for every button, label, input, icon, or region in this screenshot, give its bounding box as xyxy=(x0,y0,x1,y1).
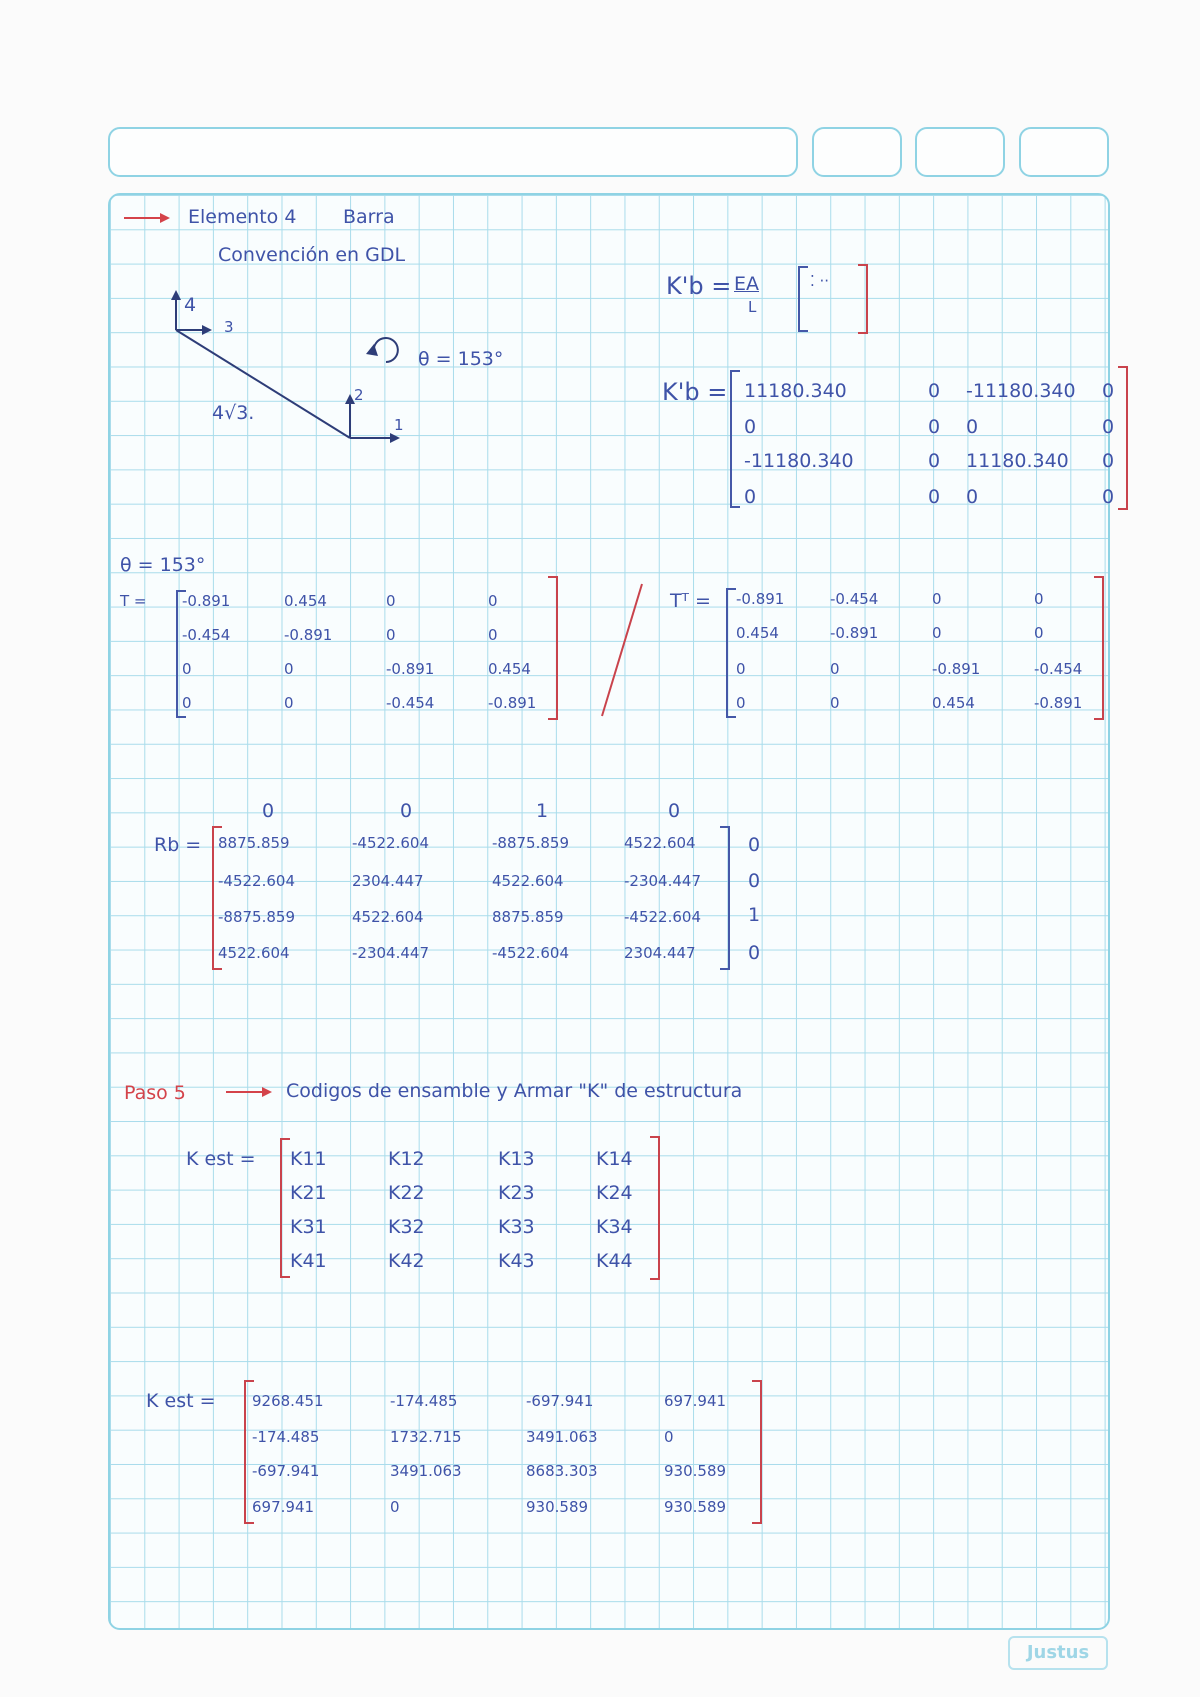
kest-sym-cell-r1c3: K13 xyxy=(498,1148,535,1170)
kb-matrix-right-bracket xyxy=(1118,366,1128,510)
header-box-3 xyxy=(1019,127,1109,177)
kest-symbolic-lhs: K est = xyxy=(186,1148,256,1170)
kb-cell-r4c2: 0 xyxy=(928,486,941,508)
rb-cell-r2c4: -2304.447 xyxy=(624,872,701,890)
kest-num-cell-r3c2: 3491.063 xyxy=(390,1462,462,1480)
kest-num-cell-r3c1: -697.941 xyxy=(252,1462,320,1480)
kest-num-cell-r4c1: 697.941 xyxy=(252,1498,315,1516)
rb-matrix-right-bracket xyxy=(720,826,730,970)
t-cell-r2c4: 0 xyxy=(488,626,498,644)
kb-formula-dots: ⁚ ·· xyxy=(810,272,830,290)
kest-symbolic-left-bracket xyxy=(280,1138,290,1278)
kest-num-cell-r3c4: 930.589 xyxy=(664,1462,727,1480)
kb-formula-lhs: K'b = xyxy=(666,272,732,300)
header-box-wide xyxy=(108,127,798,177)
kb-cell-r3c2: 0 xyxy=(928,450,941,472)
kest-sym-cell-r1c4: K14 xyxy=(596,1148,633,1170)
t-cell-r4c3: -0.454 xyxy=(386,694,435,712)
kest-num-cell-r2c3: 3491.063 xyxy=(526,1428,598,1446)
tt-cell-r2c3: 0 xyxy=(932,624,942,642)
kb-matrix-left-bracket xyxy=(730,370,740,508)
kb-cell-r2c1: 0 xyxy=(744,416,757,438)
kb-cell-r3c4: 0 xyxy=(1102,450,1115,472)
kest-sym-cell-r3c3: K33 xyxy=(498,1216,535,1238)
rb-cell-r3c1: -8875.859 xyxy=(218,908,295,926)
tt-matrix-left-bracket xyxy=(726,588,736,718)
kb-cell-r2c3: 0 xyxy=(966,416,979,438)
kest-num-cell-r4c4: 930.589 xyxy=(664,1498,727,1516)
kb-cell-r1c4: 0 xyxy=(1102,380,1115,402)
header-box-1 xyxy=(812,127,902,177)
tt-cell-r2c4: 0 xyxy=(1034,624,1044,642)
dof-label-2: 2 xyxy=(354,386,364,404)
arrow-right-icon xyxy=(124,210,170,226)
kest-numeric-lhs: K est = xyxy=(146,1390,216,1412)
tt-cell-r1c1: -0.891 xyxy=(736,590,785,608)
length-label: 4√3. xyxy=(212,402,255,424)
angle-label: θ = 153° xyxy=(418,348,504,370)
kest-sym-cell-r4c2: K42 xyxy=(388,1250,425,1272)
kest-sym-cell-r4c3: K43 xyxy=(498,1250,535,1272)
kest-num-cell-r2c4: 0 xyxy=(664,1428,674,1446)
tt-cell-r4c1: 0 xyxy=(736,694,746,712)
kest-sym-cell-r1c2: K12 xyxy=(388,1148,425,1170)
step5-label: Paso 5 xyxy=(124,1082,186,1104)
rb-col-code-1: 0 xyxy=(262,800,275,822)
step5-text: Codigos de ensamble y Armar "K" de estructura xyxy=(286,1080,743,1102)
kb-matrix-lhs: K'b = xyxy=(662,378,728,406)
rb-cell-r1c4: 4522.604 xyxy=(624,834,696,852)
t-cell-r1c2: 0.454 xyxy=(284,592,327,610)
kest-num-cell-r4c3: 930.589 xyxy=(526,1498,589,1516)
kest-num-cell-r2c1: -174.485 xyxy=(252,1428,320,1446)
rb-cell-r4c2: -2304.447 xyxy=(352,944,429,962)
t-cell-r4c4: -0.891 xyxy=(488,694,537,712)
dof-label-1: 1 xyxy=(394,416,404,434)
t-cell-r4c1: 0 xyxy=(182,694,192,712)
kb-formula-left-bracket xyxy=(798,266,808,332)
kest-sym-cell-r1c1: K11 xyxy=(290,1148,327,1170)
dof-label-4: 4 xyxy=(184,294,197,316)
rb-cell-r2c1: -4522.604 xyxy=(218,872,295,890)
kb-factor-den: L xyxy=(748,298,757,316)
t-cell-r1c4: 0 xyxy=(488,592,498,610)
rb-row-code-2: 0 xyxy=(748,870,761,892)
separator-slash xyxy=(596,580,646,720)
rb-cell-r3c2: 4522.604 xyxy=(352,908,424,926)
rb-cell-r1c1: 8875.859 xyxy=(218,834,290,852)
rb-cell-r1c3: -8875.859 xyxy=(492,834,569,852)
tt-matrix-lhs: Tᵀ = xyxy=(670,590,711,612)
t-cell-r1c1: -0.891 xyxy=(182,592,231,610)
rb-col-code-3: 1 xyxy=(536,800,549,822)
rb-cell-r3c4: -4522.604 xyxy=(624,908,701,926)
rb-cell-r4c4: 2304.447 xyxy=(624,944,696,962)
tt-cell-r3c4: -0.454 xyxy=(1034,660,1083,678)
rb-cell-r4c3: -4522.604 xyxy=(492,944,569,962)
kb-cell-r1c3: -11180.340 xyxy=(966,380,1076,402)
element-sketch xyxy=(160,290,420,450)
kb-cell-r3c1: -11180.340 xyxy=(744,450,854,472)
kest-num-cell-r2c2: 1732.715 xyxy=(390,1428,462,1446)
kb-cell-r2c2: 0 xyxy=(928,416,941,438)
kest-num-cell-r1c3: -697.941 xyxy=(526,1392,594,1410)
kest-sym-cell-r4c1: K41 xyxy=(290,1250,327,1272)
kest-sym-cell-r3c2: K32 xyxy=(388,1216,425,1238)
tt-cell-r2c2: -0.891 xyxy=(830,624,879,642)
t-cell-r2c3: 0 xyxy=(386,626,396,644)
t-matrix-lhs: T = xyxy=(120,592,147,610)
kest-sym-cell-r3c4: K34 xyxy=(596,1216,633,1238)
tt-cell-r4c4: -0.891 xyxy=(1034,694,1083,712)
t-cell-r3c4: 0.454 xyxy=(488,660,531,678)
rb-col-code-4: 0 xyxy=(668,800,681,822)
kest-numeric-right-bracket xyxy=(752,1380,762,1524)
kb-factor-num: EA xyxy=(734,273,760,295)
kest-num-cell-r4c2: 0 xyxy=(390,1498,400,1516)
tt-cell-r3c1: 0 xyxy=(736,660,746,678)
convention-label: Convención en GDL xyxy=(218,244,406,266)
kest-num-cell-r1c4: 697.941 xyxy=(664,1392,727,1410)
rb-cell-r4c1: 4522.604 xyxy=(218,944,290,962)
element-title: Elemento 4 xyxy=(188,206,297,228)
kest-sym-cell-r4c4: K44 xyxy=(596,1250,633,1272)
kest-sym-cell-r2c4: K24 xyxy=(596,1182,633,1204)
rb-col-code-2: 0 xyxy=(400,800,413,822)
t-cell-r1c3: 0 xyxy=(386,592,396,610)
kest-symbolic-right-bracket xyxy=(650,1136,660,1280)
tt-cell-r1c2: -0.454 xyxy=(830,590,879,608)
element-type: Barra xyxy=(343,206,395,228)
header-box-2 xyxy=(915,127,1005,177)
dof-label-3: 3 xyxy=(224,318,234,336)
rb-row-code-3: 1 xyxy=(748,904,761,926)
step5-arrow-icon xyxy=(226,1084,272,1100)
rb-row-code-1: 0 xyxy=(748,834,761,856)
kb-cell-r2c4: 0 xyxy=(1102,416,1115,438)
brand-logo: Justus xyxy=(1008,1636,1108,1670)
kb-cell-r4c3: 0 xyxy=(966,486,979,508)
tt-cell-r4c2: 0 xyxy=(830,694,840,712)
tt-cell-r4c3: 0.454 xyxy=(932,694,975,712)
rb-cell-r2c3: 4522.604 xyxy=(492,872,564,890)
kest-sym-cell-r2c3: K23 xyxy=(498,1182,535,1204)
kest-sym-cell-r2c2: K22 xyxy=(388,1182,425,1204)
kb-cell-r4c1: 0 xyxy=(744,486,757,508)
t-matrix-right-bracket xyxy=(548,576,558,720)
kb-cell-r1c2: 0 xyxy=(928,380,941,402)
kest-num-cell-r1c2: -174.485 xyxy=(390,1392,458,1410)
kest-num-cell-r1c1: 9268.451 xyxy=(252,1392,324,1410)
theta-label: θ = 153° xyxy=(120,554,206,576)
kb-formula-right-bracket xyxy=(858,264,868,334)
rb-cell-r2c2: 2304.447 xyxy=(352,872,424,890)
tt-matrix-right-bracket xyxy=(1094,576,1104,720)
kest-sym-cell-r2c1: K21 xyxy=(290,1182,327,1204)
kb-cell-r4c4: 0 xyxy=(1102,486,1115,508)
rb-cell-r1c2: -4522.604 xyxy=(352,834,429,852)
tt-cell-r1c3: 0 xyxy=(932,590,942,608)
t-cell-r3c2: 0 xyxy=(284,660,294,678)
kest-num-cell-r3c3: 8683.303 xyxy=(526,1462,598,1480)
tt-cell-r3c3: -0.891 xyxy=(932,660,981,678)
tt-cell-r3c2: 0 xyxy=(830,660,840,678)
rb-matrix-lhs: Rb = xyxy=(154,834,202,856)
t-cell-r3c3: -0.891 xyxy=(386,660,435,678)
rb-row-code-4: 0 xyxy=(748,942,761,964)
t-cell-r2c2: -0.891 xyxy=(284,626,333,644)
kb-cell-r3c3: 11180.340 xyxy=(966,450,1069,472)
kb-cell-r1c1: 11180.340 xyxy=(744,380,847,402)
tt-cell-r1c4: 0 xyxy=(1034,590,1044,608)
rb-cell-r3c3: 8875.859 xyxy=(492,908,564,926)
kest-sym-cell-r3c1: K31 xyxy=(290,1216,327,1238)
tt-cell-r2c1: 0.454 xyxy=(736,624,779,642)
t-cell-r4c2: 0 xyxy=(284,694,294,712)
t-cell-r3c1: 0 xyxy=(182,660,192,678)
t-cell-r2c1: -0.454 xyxy=(182,626,231,644)
